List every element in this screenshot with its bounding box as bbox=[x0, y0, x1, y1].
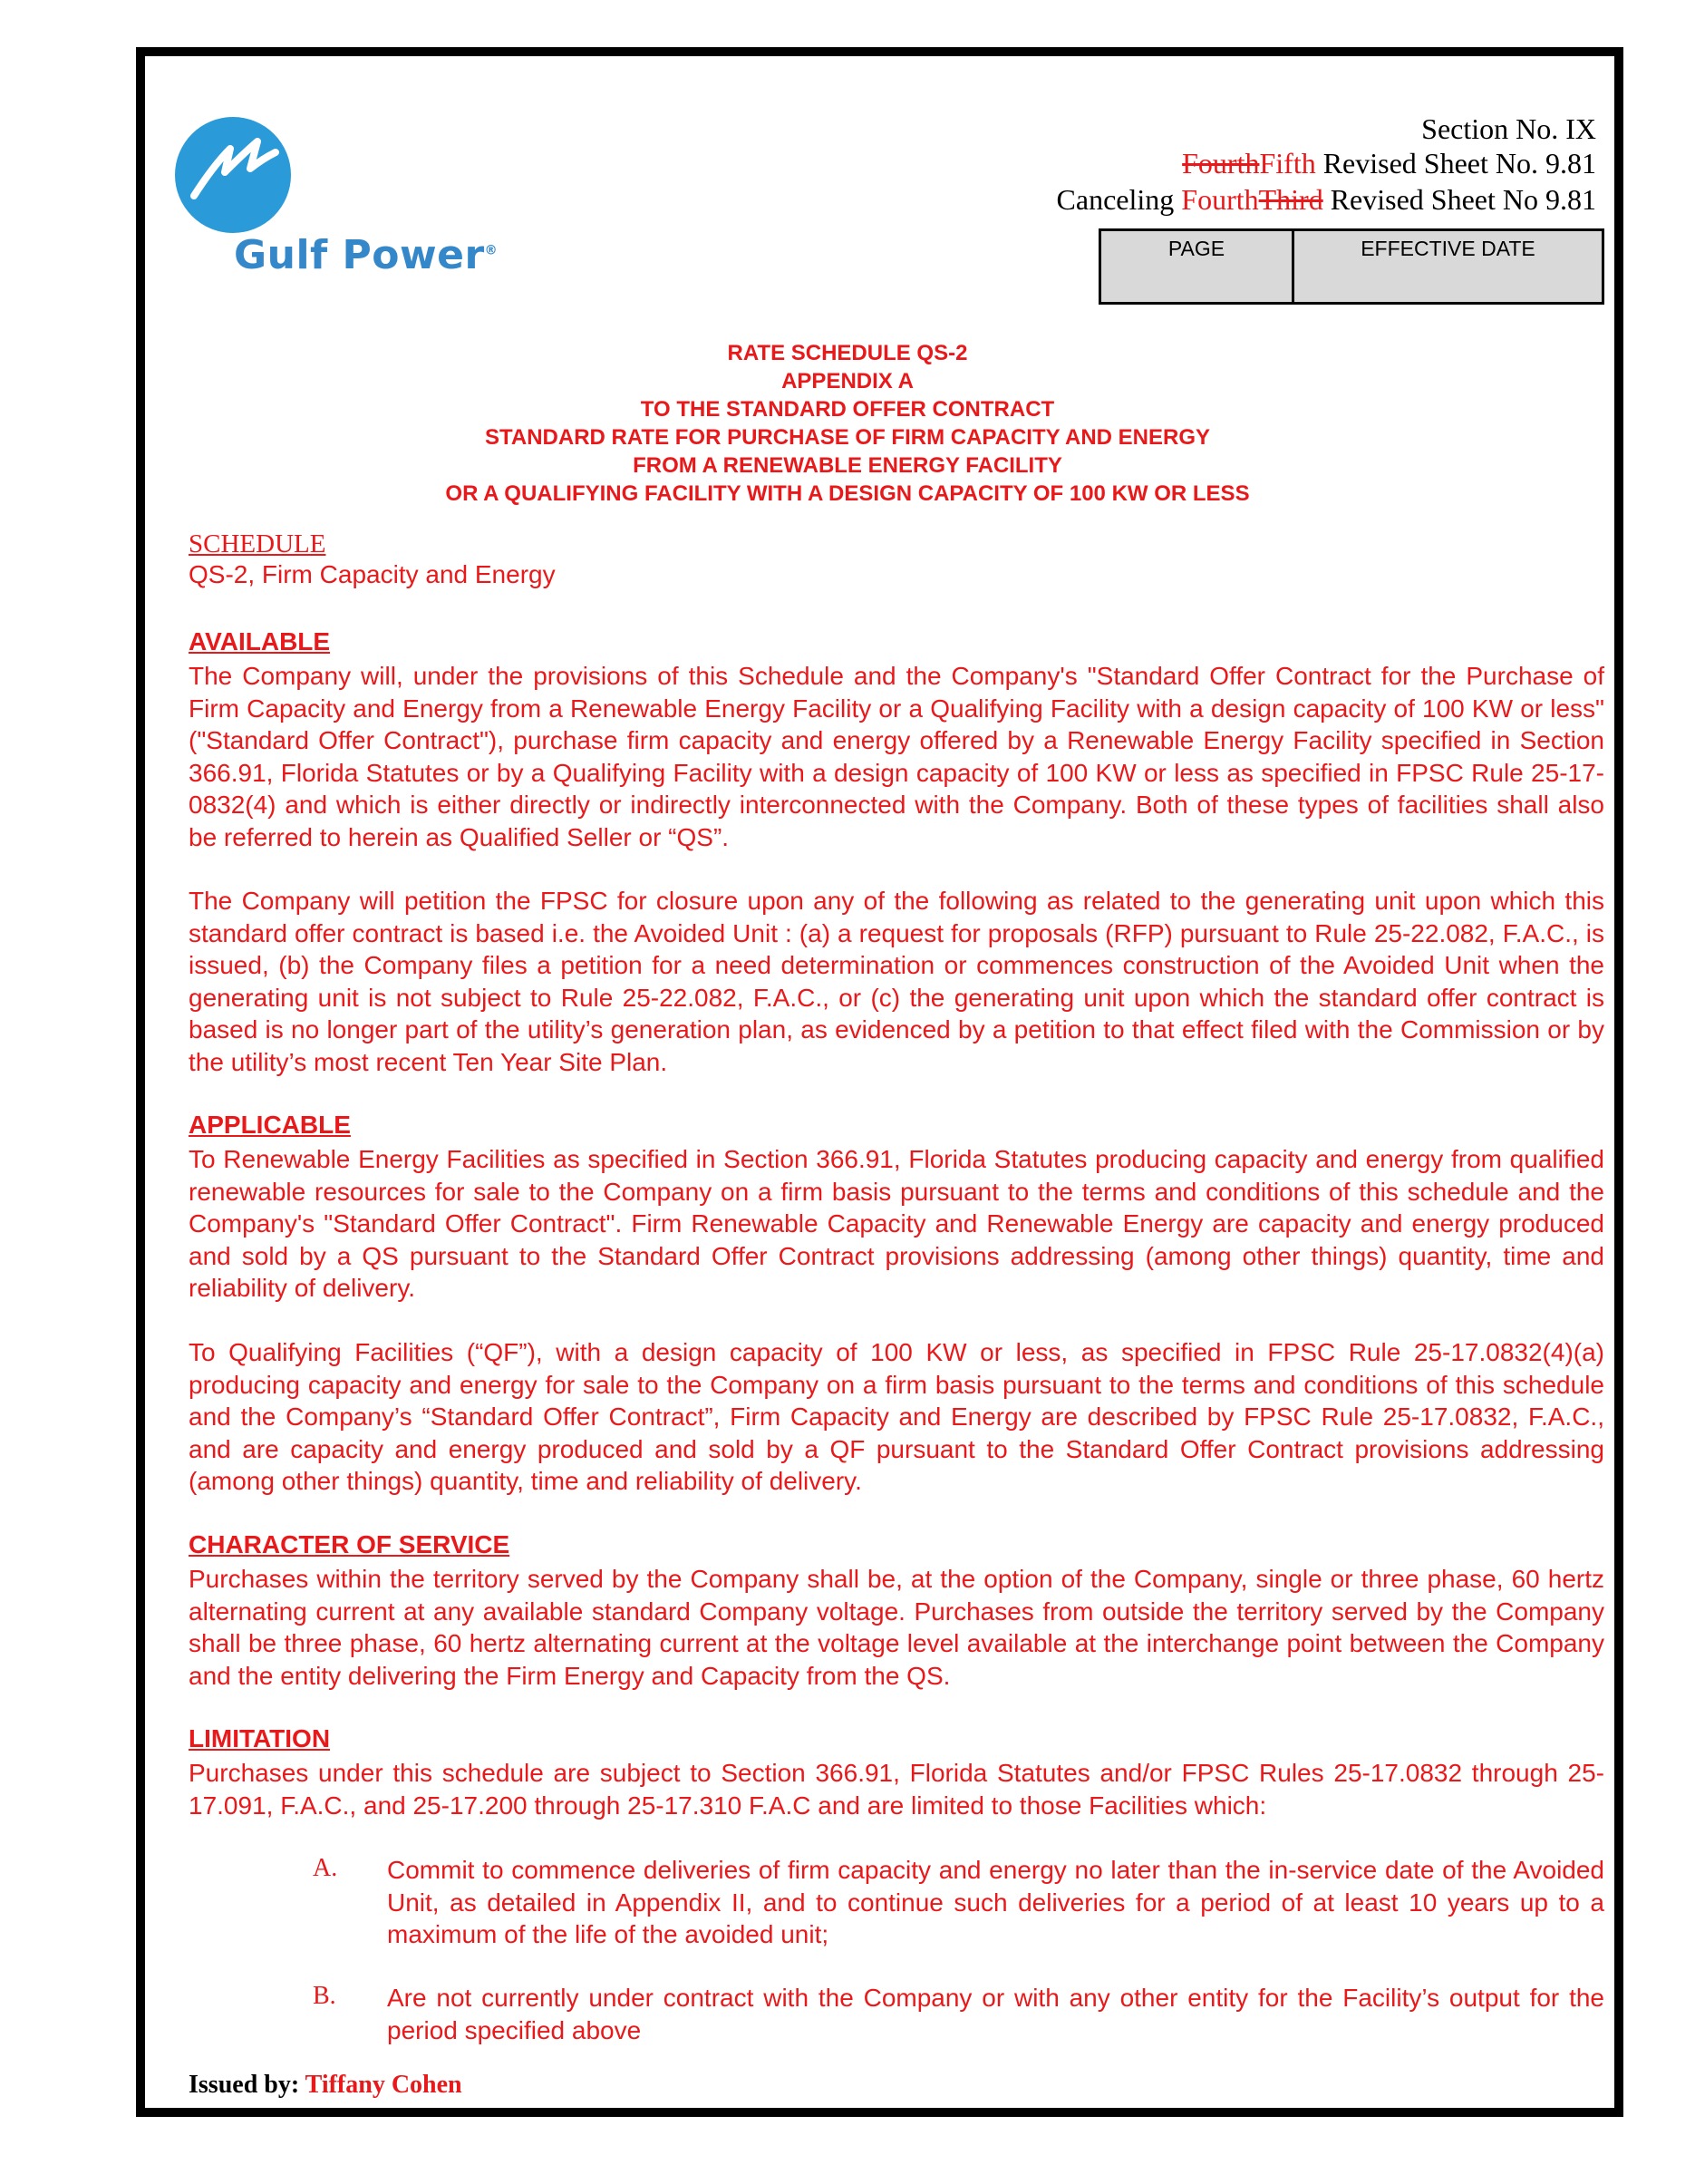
available-paragraph-2: The Company will petition the FPSC for closure upon any of the following as related to the generating unit upon which this standard offer contract is based i.e. the Avoided Unit : (a) a request for proposals (RFP) pursuant to Rule 25-22.082, F.A.C., is issued, (b) the Company files a petition for a need determination or commences construction of the Avoided Unit when the generating unit is not subject to Rule 25-22.082, F.A.C., or (c) the generating unit upon which the standard offer contract is based is no longer part of the utility’s generation plan, as evidenced by a petition to that effect filed with the Commission or by the utility’s most recent Ten Year Site Plan. bbox=[189, 887, 1604, 1076]
character-paragraph: Purchases within the territory served by the Company shall be, at the option of the Company, single or three phase, 60 hertz alternating current at any available standard Company voltage. Purchases from outside the territory served by the Company shall be three phase, 60 hertz alternating current at the voltage level available at the interchange point between the Company and the entity delivering the Firm Energy and Capacity from the QS. bbox=[189, 1565, 1604, 1690]
document-title bbox=[0, 339, 1695, 508]
limitation-item-text: Are not currently under contract with the Company or with any other entity for the Facility’s output for the period specified above bbox=[387, 1984, 1604, 2044]
canceling-prefix: Canceling bbox=[1056, 183, 1182, 216]
limitation-paragraph: Purchases under this schedule are subject to Section 366.91, Florida Statutes and/or FPSC Rules 25-17.0832 through 25-17.091, F.A.C., and 25-17.200 through 25-17.310 F.A.C and are limited to those Facilities which: bbox=[189, 1759, 1604, 1820]
title-line: TO THE STANDARD OFFER CONTRACT bbox=[640, 397, 1055, 422]
gulf-power-logo bbox=[174, 116, 555, 279]
canceling-new-text: Fourth bbox=[1181, 183, 1259, 216]
title-line: RATE SCHEDULE QS-2 bbox=[727, 341, 968, 365]
effective-date-cell: EFFECTIVE DATE bbox=[1293, 230, 1603, 304]
schedule-value: QS-2, Firm Capacity and Energy bbox=[189, 560, 556, 588]
limitation-heading: LIMITATION bbox=[189, 1724, 331, 1752]
revised-new-text: Fifth bbox=[1259, 147, 1316, 180]
applicable-heading: APPLICABLE bbox=[189, 1111, 351, 1139]
revised-sheet-line bbox=[1182, 147, 1596, 180]
schedule-heading: SCHEDULE bbox=[189, 529, 326, 558]
canceling-rest-text: Revised Sheet No 9.81 bbox=[1322, 183, 1596, 216]
canceling-sheet-line bbox=[1057, 183, 1596, 217]
available-heading: AVAILABLE bbox=[189, 627, 331, 655]
revised-struck-text: Fourth bbox=[1182, 147, 1260, 180]
canceling-struck-text: Third bbox=[1258, 183, 1323, 216]
limitation-item-text: Commit to commence deliveries of firm capacity and energy no later than the in-service date of the Avoided Unit, as detailed in Appendix II, and to continue such deliveries for a period of at least 10 years up to a maximum of the life of the avoided unit; bbox=[387, 1856, 1604, 1948]
section-number: Section No. IX bbox=[1421, 112, 1596, 145]
limitation-item-mark: B. bbox=[313, 1982, 336, 2010]
available-paragraph-1: The Company will, under the provisions of this Schedule and the Company's "Standard Offer Contract for the Purchase of Firm Capacity and Energy from a Renewable Energy Facility or a Qualifying Facility with a design capacity of 100 KW or less" ("Standard Offer Contract"), purchase firm capacity and energy offered by a Renewable Energy Facility specified in Section 366.91, Florida Statutes or by a Qualifying Facility with a design capacity of 100 KW or less as specified in FPSC Rule 25-17- 0832(4) and which is either directly or indirectly interconnected with the Company. Both of these types of facilities shall also be referred to herein as Qualified Seller or “QS”. bbox=[189, 662, 1604, 851]
applicable-paragraph-2: To Qualifying Facilities (“QF”), with a design capacity of 100 KW or less, as specified in FPSC Rule 25-17.0832(4)(a) producing capacity and energy for sale to the Company on a firm basis pursuant to the terms and conditions of this schedule and the Company’s “Standard Offer Contract”, Firm Capacity and Energy are described by FPSC Rule 25-17.0832, F.A.C., and are capacity and energy produced and sold by a QF pursuant to the Standard Offer Contract provisions addressing (among other things) quantity, time and reliability of delivery. bbox=[189, 1338, 1604, 1495]
logo-wordmark: Gulf Power® bbox=[234, 232, 499, 278]
page-effective-date-table bbox=[1099, 228, 1604, 305]
character-heading: CHARACTER OF SERVICE bbox=[189, 1530, 510, 1558]
applicable-paragraph-1: To Renewable Energy Facilities as specified in Section 366.91, Florida Statutes producing capacity and energy from qualified renewable resources for sale to the Company on a firm basis pursuant to the terms and conditions of this schedule and the Company's "Standard Offer Contract". Firm Renewable Capacity and Renewable Energy are capacity and energy produced and sold by a QS pursuant to the Standard Offer Contract provisions addressing (among other things) quantity, time and reliability of delivery. bbox=[189, 1145, 1604, 1302]
title-line: APPENDIX A bbox=[781, 369, 914, 393]
limitation-item-mark: A. bbox=[313, 1854, 338, 1882]
title-line: STANDARD RATE FOR PURCHASE OF FIRM CAPACITY AND ENERGY bbox=[484, 425, 1210, 450]
title-line: OR A QUALIFYING FACILITY WITH A DESIGN CAPACITY OF 100 KW OR LESS bbox=[445, 481, 1250, 506]
revised-rest-text: Revised Sheet No. 9.81 bbox=[1315, 147, 1596, 180]
title-line: FROM A RENEWABLE ENERGY FACILITY bbox=[633, 453, 1062, 478]
page-cell: PAGE bbox=[1100, 230, 1293, 304]
gulf-power-emblem-icon bbox=[174, 116, 292, 234]
issued-by-label: Issued by: bbox=[189, 2071, 305, 2099]
issued-by bbox=[189, 2071, 462, 2100]
issued-by-name: Tiffany Cohen bbox=[305, 2071, 462, 2099]
